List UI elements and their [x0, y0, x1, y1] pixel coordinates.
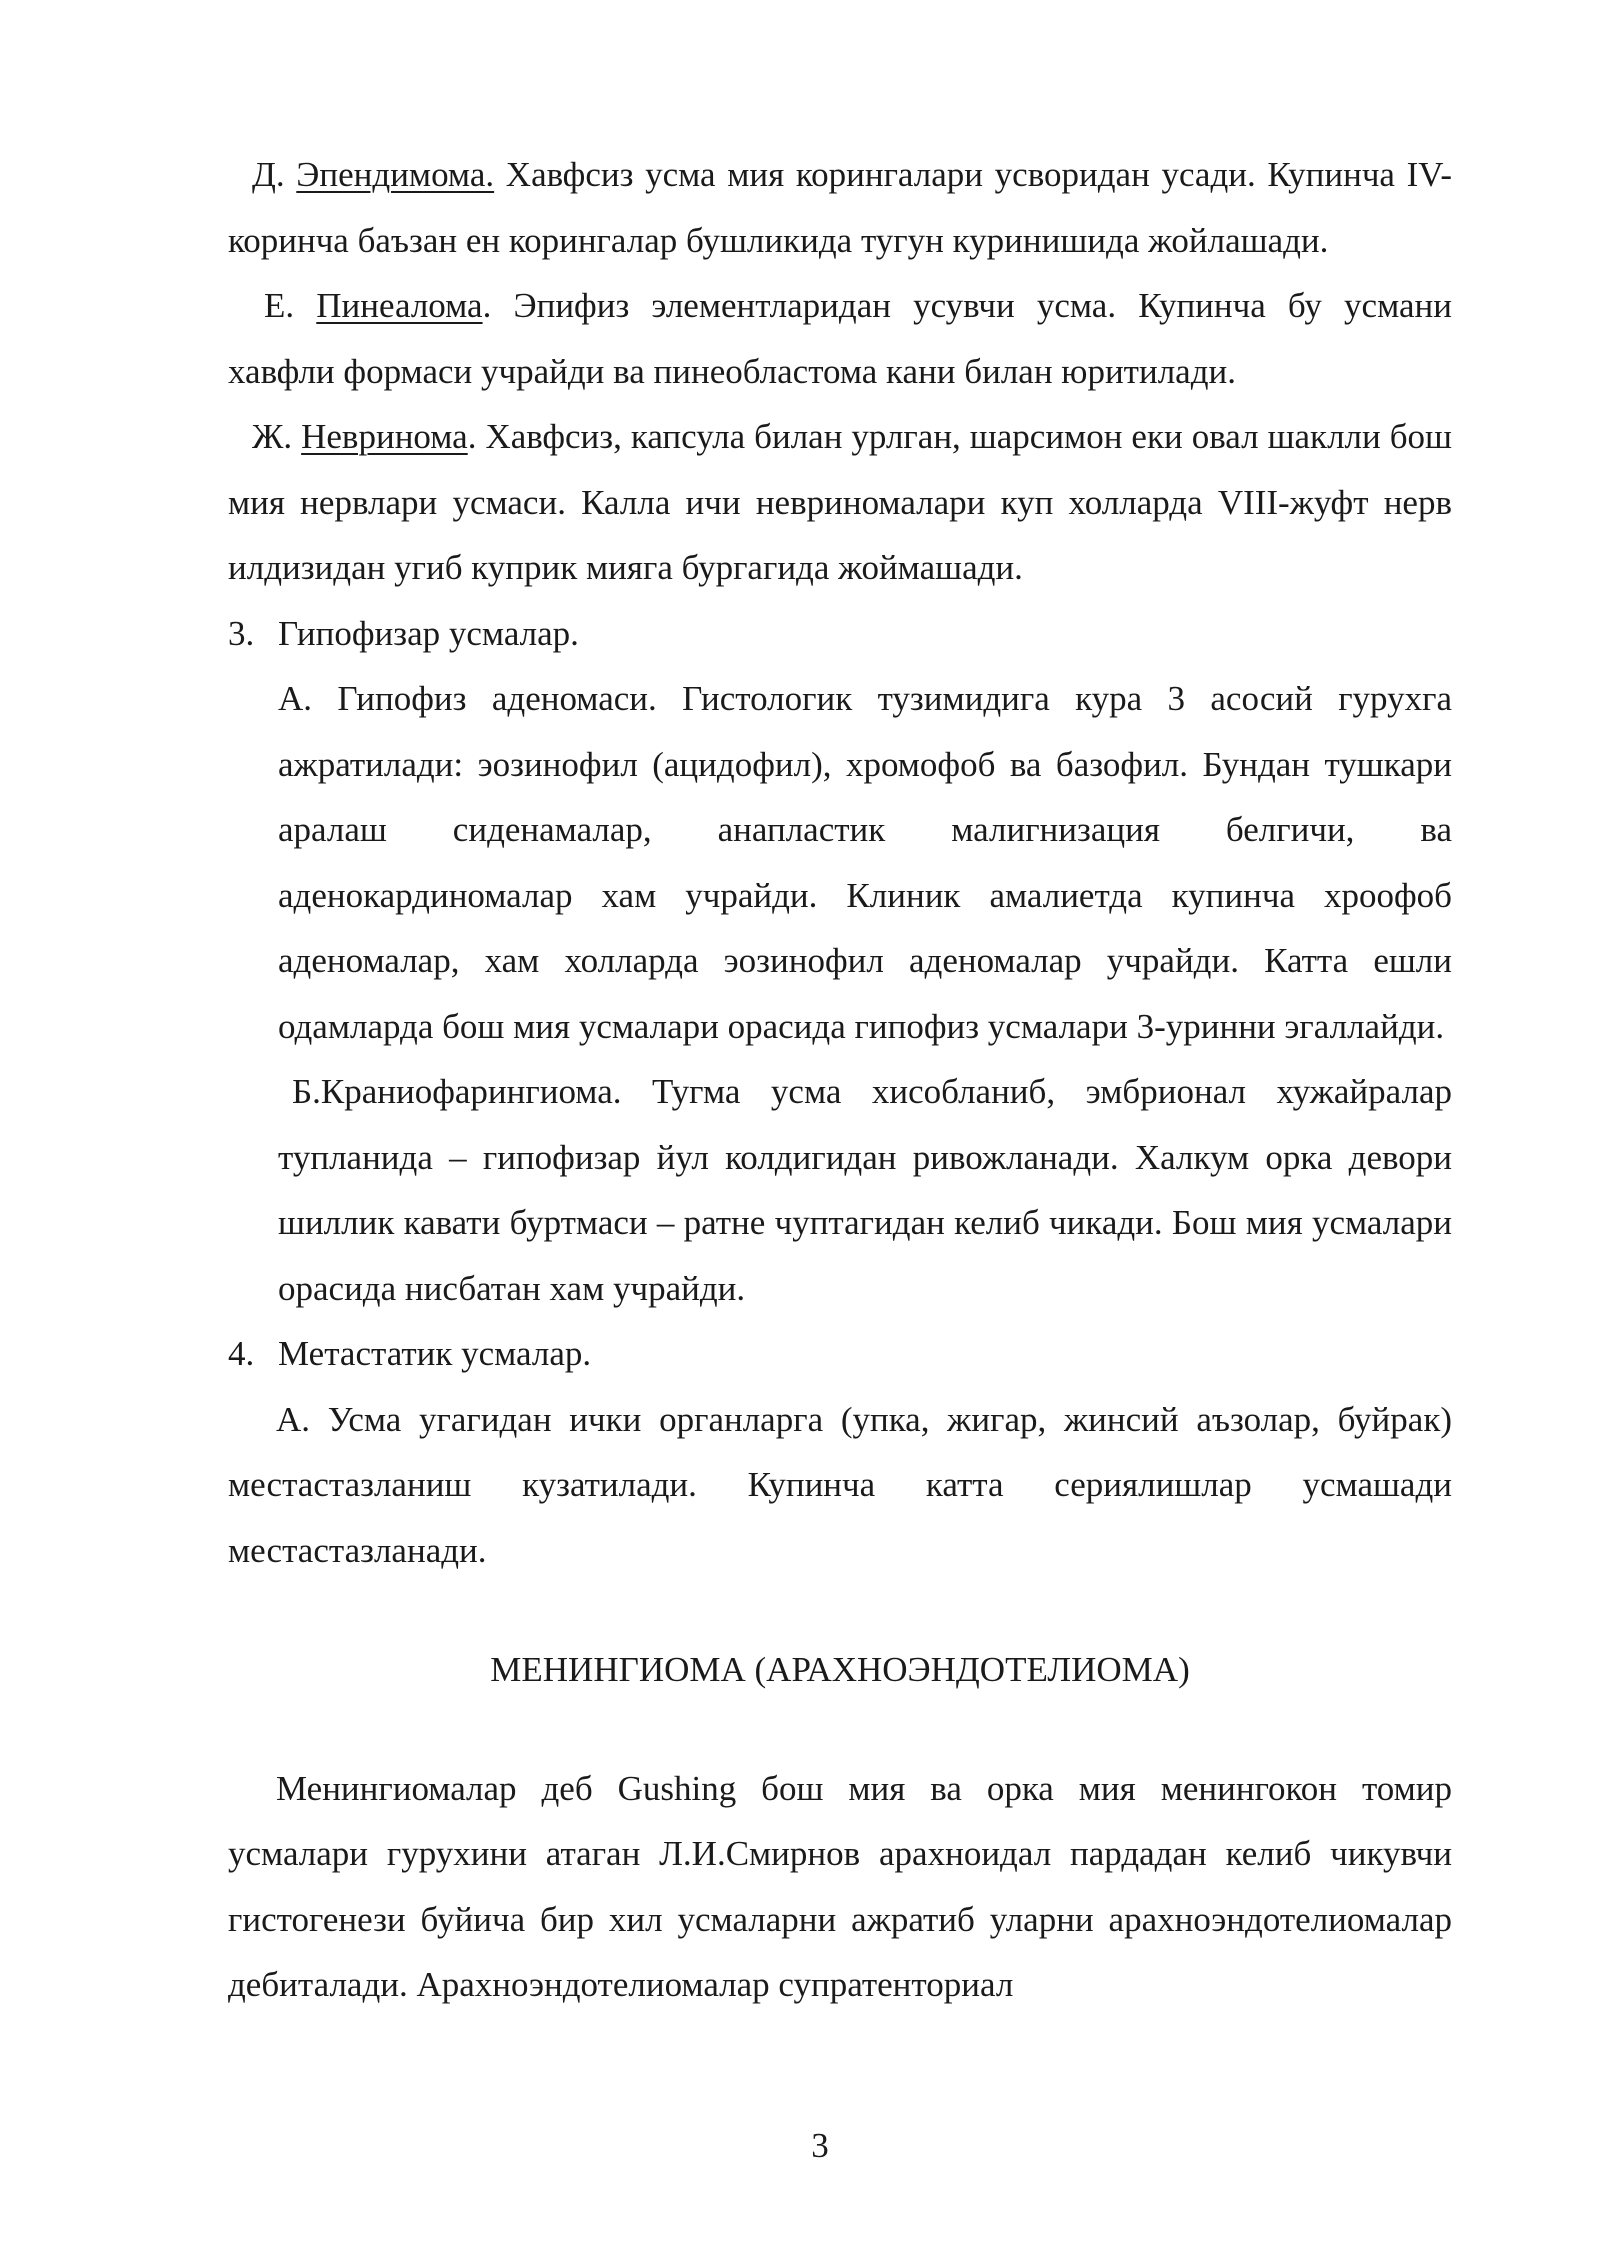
section-3-content: [228, 666, 1452, 1321]
paragraph-pituitary-adenoma: А. Гипофиз аденомаси. Гистологик тузимидига кура 3 асосий гурухга ажратилади: эозинофил (ацидофил), хромофоб ва базофил. Бундан тушкари аралаш сиденамалар, анапластик малигнизация белгичи, ва аденокардиномалар хам учрайди. Клиник амалиетда купинча хроофоб аденомалар, хам холларда эозинофил аденомалар учрайди. Катта ешли одамларда бош мия усмалари орасида гипофиз усмалари 3-уринни эгаллайди.: [278, 679, 1452, 1046]
paragraph-text: Хавфсиз усма мия корингалари усворидан усади. Купинча IV-коринча баъзан ен корингалар бушликида тугун куринишида жойлашади.: [228, 155, 1452, 260]
document-page: [228, 142, 1452, 2018]
list-item-section-4: [228, 1321, 1452, 1387]
list-title: Гипофизар усмалар.: [278, 613, 579, 653]
term-neurinoma: Невринома: [301, 417, 468, 456]
paragraph-marker: Е.: [264, 286, 317, 325]
page-number: 3: [811, 2126, 829, 2165]
list-number: 4.: [228, 1334, 255, 1373]
section-heading: МЕНИНГИОМА (АРАХНОЭНДОТЕЛИОМА): [490, 1650, 1190, 1689]
paragraph-marker: Д.: [252, 155, 297, 194]
list-title: Метастатик усмалар.: [278, 1334, 592, 1373]
paragraph-craniopharyngioma: Б.Краниофарингиома. Тугма усма хисобланиб, эмбрионал хужайралар тупланида – гипофизар йул колдигидан ривожланади. Халкум орка девори шиллик кавати буртмаси – ратне чуптагидан келиб чикади. Бош мия усмалари орасида нисбатан хам учрайди.: [278, 1072, 1452, 1308]
term-ependymoma: Эпендимома.: [296, 155, 495, 194]
paragraph-neurinoma: [228, 404, 1452, 601]
list-number: 3.: [228, 613, 255, 653]
paragraph-text: . Хавфсиз, капсула билан урлган, шарсимон еки овал шаклли бош мия нервлари усмаси. Калла ичи невриномалари куп холларда VIII-жуфт нерв илдизидан угиб куприк мияга бургагида жоймашади.: [228, 417, 1452, 587]
paragraph-pinealoma: [228, 273, 1452, 404]
paragraph-meningioma: Менингиомалар деб Gushing бош мия ва орка мия менингокон томир усмалари гурухини атаган Л.И.Смирнов арахноидал пардадан келиб чикувчи гистогенези буйича бир хил усмаларни ажратиб уларни арахноэндотелиомалар дебиталади. Арахноэндотелиомалар супратенториал: [228, 1768, 1452, 2004]
term-pinealoma: Пинеалома: [316, 286, 483, 325]
paragraph-text: . Эпифиз элементларидан усувчи усма. Купинча бу усмани хавфли формаси учрайди ва пинеобластома кани билан юритилади.: [228, 286, 1452, 391]
paragraph-metastatic: А. Усма угагидан ички органларга (упка, жигар, жинсий аъзолар, буйрак) местастазланиш кузатилади. Купинча катта сериялишлар усмашади местастазланади.: [228, 1399, 1452, 1570]
paragraph-ependymoma: [228, 142, 1452, 273]
paragraph-marker: Ж.: [252, 417, 302, 456]
list-item-section-3: [228, 601, 1452, 667]
